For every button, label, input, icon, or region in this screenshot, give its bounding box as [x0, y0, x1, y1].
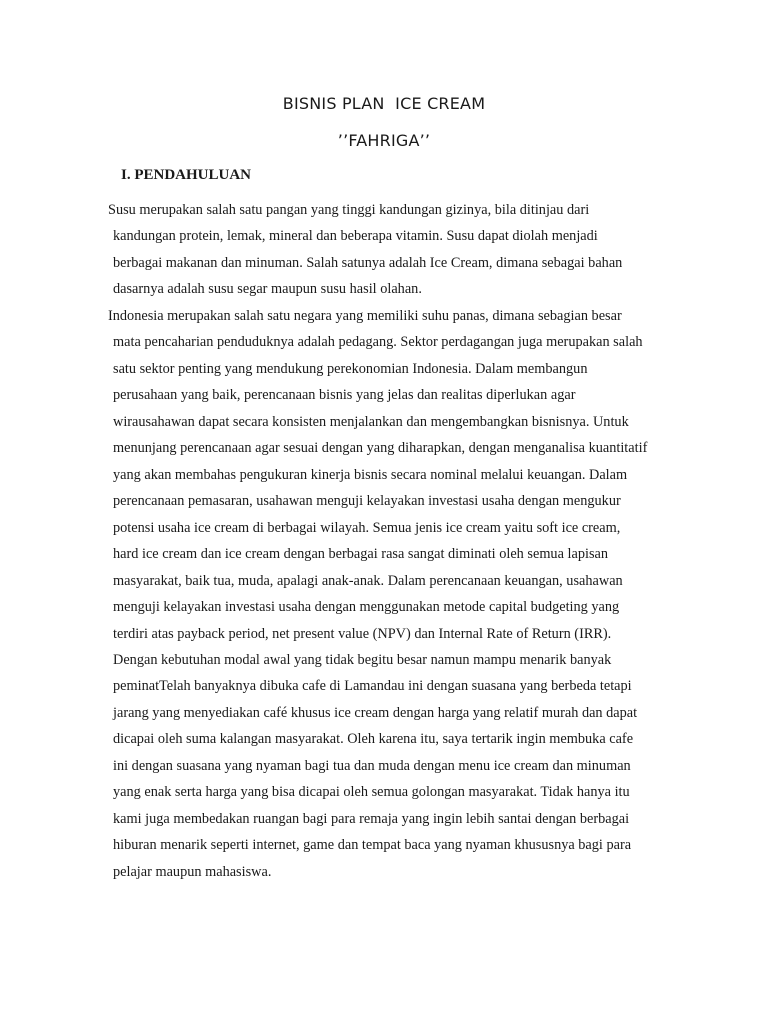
text-line: Dengan kebutuhan modal awal yang tidak begitu besar namun mampu menarik banyak [113, 651, 612, 668]
text-line: yang akan membahas pengukuran kinerja bisnis secara nominal melalui keuangan. Dalam [113, 466, 628, 483]
text-line: peminatTelah banyaknya dibuka cafe di Lamandau ini dengan suasana yang berbeda tetapi [113, 678, 632, 695]
document-subtitle: ’’FAHRIGA’’ [337, 131, 431, 150]
text-line: Susu merupakan salah satu pangan yang tinggi kandungan gizinya, bila ditinjau dari [108, 202, 590, 218]
text-line: dicapai oleh suma kalangan masyarakat. Oleh karena itu, saya tertarik ingin membuka cafe [113, 731, 634, 748]
text-line: hiburan menarik seperti internet, game dan tempat baca yang nyaman khususnya bagi para [113, 837, 632, 854]
text-line: dasarnya adalah susu segar maupun susu hasil olahan. [113, 281, 422, 298]
text-line: perusahaan yang baik, perencanaan bisnis yang jelas dan realitas diperlukan agar [113, 387, 576, 404]
text-line: wirausahawan dapat secara konsisten menjalankan dan mengembangkan bisnisnya. Untuk [113, 413, 629, 430]
text-line: berbagai makanan dan minuman. Salah satunya adalah Ice Cream, dimana sebagai bahan [113, 254, 623, 271]
document-title: BISNIS PLAN ICE CREAM [282, 94, 486, 113]
text-line: menguji kelayakan investasi usaha dengan menggunakan metode capital budgeting yang [113, 599, 620, 616]
text-line: menunjang perencanaan agar sesuai dengan yang diharapkan, dengan menganalisa kuantitatif [113, 440, 648, 457]
section-heading: I. PENDAHULUAN [121, 167, 252, 183]
text-line: terdiri atas payback period, net present value (NPV) dan Internal Rate of Return (IRR). [113, 625, 612, 642]
text-line: satu sektor penting yang mendukung perekonomian Indonesia. Dalam membangun [113, 360, 588, 377]
text-line: hard ice cream dan ice cream dengan berbagai rasa sangat diminati oleh semua lapisan [113, 546, 609, 563]
text-line: perencanaan pemasaran, usahawan menguji kelayakan investasi usaha dengan mengukur [113, 493, 621, 510]
text-line: kandungan protein, lemak, mineral dan beberapa vitamin. Susu dapat diolah menjadi [113, 228, 598, 245]
text-line: jarang yang menyediakan café khusus ice cream dengan harga yang relatif murah dan dapat [113, 704, 638, 721]
text-line: masyarakat, baik tua, muda, apalagi anak-anak. Dalam perencanaan keuangan, usahawan [113, 572, 623, 589]
text-line: yang enak serta harga yang bisa dicapai oleh semua golongan masyarakat. Tidak hanya itu [113, 784, 630, 801]
text-line: kami juga membedakan ruangan bagi para remaja yang ingin lebih santai dengan berbagai [113, 810, 630, 827]
text-line: ini dengan suasana yang nyaman bagi tua dan muda dengan menu ice cream dan minuman [113, 757, 631, 774]
text-line: mata pencaharian penduduknya adalah pedagang. Sektor perdagangan juga merupakan salah [113, 334, 643, 351]
text-line: potensi usaha ice cream di berbagai wilayah. Semua jenis ice cream yaitu soft ice cream, [113, 519, 621, 536]
text-line: pelajar maupun mahasiswa. [113, 863, 272, 880]
text-line: Indonesia merupakan salah satu negara yang memiliki suhu panas, dimana sebagian besar [108, 307, 622, 324]
